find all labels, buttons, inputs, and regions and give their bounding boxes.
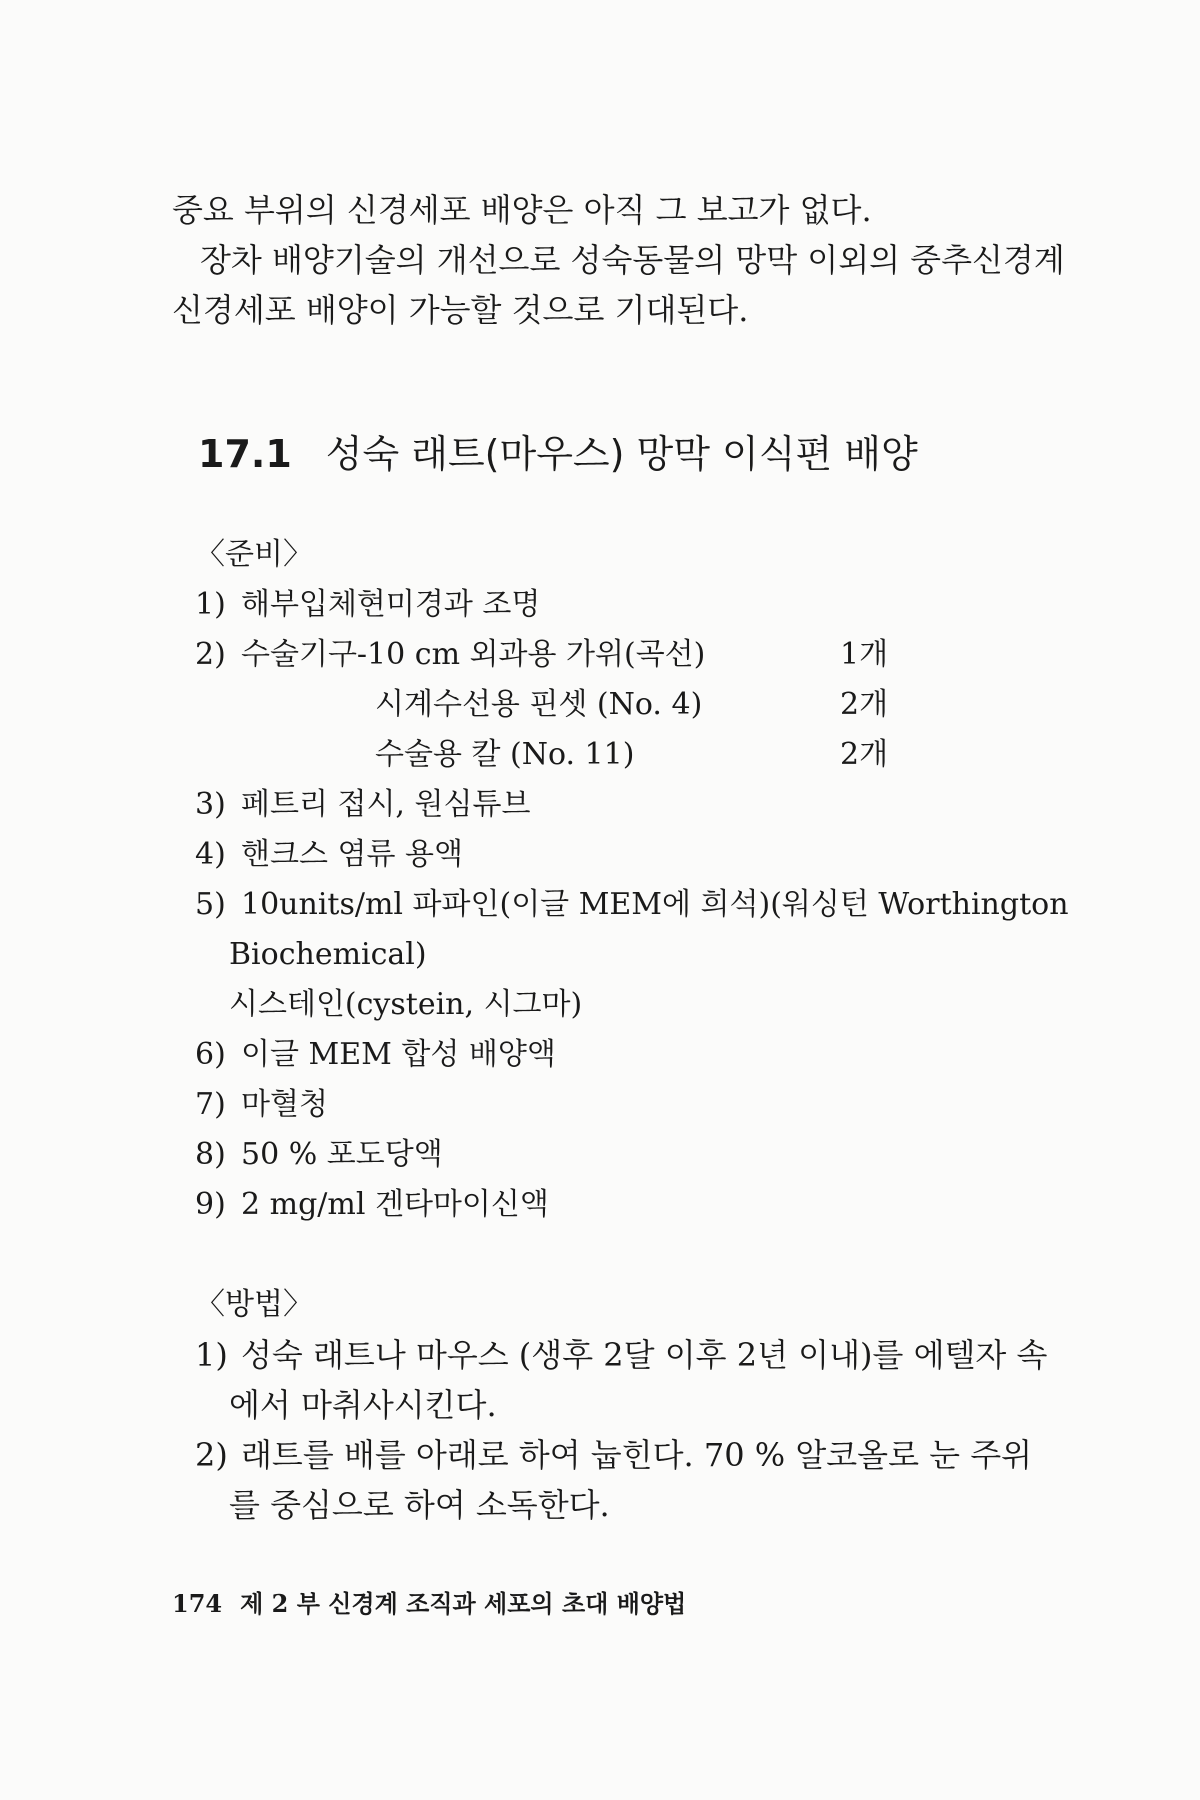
intro-line-2: 장차 배양기술의 개선으로 성숙동물의 망막 이외의 중추신경계	[200, 241, 1065, 279]
prep-item: 9) 2 mg/ml 겐타마이신액	[195, 1187, 549, 1222]
prep-item-qty: 2개	[840, 687, 889, 722]
prep-item: 7) 마혈청	[195, 1087, 328, 1122]
prep-item: 1) 해부입체현미경과 조명	[195, 587, 541, 622]
method-step-1-continued: 에서 마취사시킨다.	[229, 1386, 497, 1424]
prep-item: 3) 페트리 접시, 원심튜브	[195, 787, 531, 822]
prep-item-continued: Biochemical)	[229, 937, 427, 972]
section-number: 17.1	[198, 432, 292, 476]
prep-subitem: 수술용 칼 (No. 11)	[375, 737, 635, 772]
page-number: 174	[172, 1589, 223, 1618]
prep-item-continued: 시스테인(cystein, 시그마)	[229, 987, 583, 1022]
prep-item: 4) 핸크스 염류 용액	[195, 837, 463, 872]
prep-item: 5) 10units/ml 파파인(이글 MEM에 희석)(워싱턴 Worthington	[195, 887, 1069, 922]
intro-line-3: 신경세포 배양이 가능할 것으로 기대된다.	[172, 291, 749, 329]
prep-item: 2) 수술기구-10 cm 외과용 가위(곡선)	[195, 637, 706, 672]
running-footer: 제 2 부 신경계 조직과 세포의 초대 배양법	[240, 1589, 687, 1618]
prep-item-qty: 2개	[840, 737, 889, 772]
prep-item-qty: 1개	[840, 637, 889, 672]
method-label: 〈방법〉	[195, 1287, 313, 1322]
method-step-2: 2) 래트를 배를 아래로 하여 눕힌다. 70 % 알코올로 눈 주위	[195, 1436, 1033, 1474]
prep-subitem: 시계수선용 핀셋 (No. 4)	[375, 687, 703, 722]
intro-line-1: 중요 부위의 신경세포 배양은 아직 그 보고가 없다.	[172, 191, 872, 229]
prep-item: 6) 이글 MEM 합성 배양액	[195, 1037, 556, 1072]
method-step-2-continued: 를 중심으로 하여 소독한다.	[229, 1486, 610, 1524]
section-title: 성숙 래트(마우스) 망막 이식편 배양	[325, 432, 918, 476]
page-footer	[172, 1588, 686, 1620]
section-heading	[198, 430, 918, 478]
method-step-1: 1) 성숙 래트나 마우스 (생후 2달 이후 2년 이내)를 에텔자 속	[195, 1336, 1048, 1374]
prep-label: 〈준비〉	[195, 537, 313, 572]
prep-item: 8) 50 % 포도당액	[195, 1137, 443, 1172]
